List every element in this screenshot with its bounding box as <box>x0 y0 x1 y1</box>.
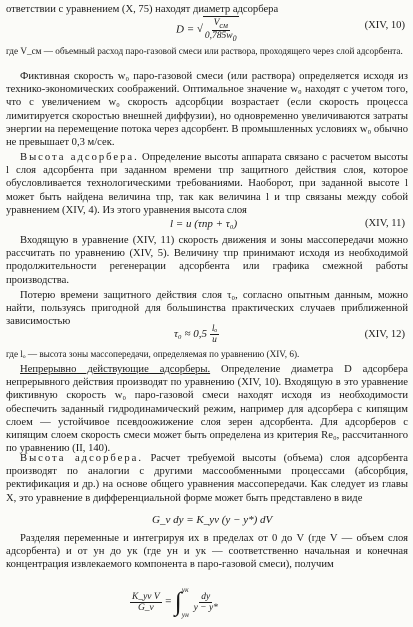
paragraph-time-loss: Потерю времени защитного действия слоя τ₀, согласно опытным данным, можно найти, пользуясь пригодной для большинства практических случаев приближенной зависимостью <box>6 290 408 328</box>
paragraph-height-continuous: Высота адсорбера. Расчет требуемой высоты (объема) слоя адсорбента производят по аналогии с другими массообменными процессами (абсорбция, ректификация и др.) на основе общего уравнения массопередачи. Как следует из главы X, это уравнение в дифференциальной форме может быть представлено в виде <box>6 453 408 504</box>
head-line: ответствии с уравнением (X, 75) находят диаметр адсорбера <box>6 4 279 15</box>
equation-xiv-11: l = u (τпр + τ₀) <box>170 218 238 230</box>
integral-sign: ∫ <box>174 587 182 616</box>
heading-height: Высота адсорбера. <box>20 152 139 163</box>
equation-xiv-10 <box>176 16 239 43</box>
heading-continuous: Непрерывно действующие адсорберы. <box>20 364 211 375</box>
note-vsm: где V_см — объемный расход паро-газовой смеси или раствора, проходящего через слой адсорбента. <box>6 46 403 56</box>
eq10-sqrt: √ $\frac{V_{см}}{0,785w_0}$ <box>196 18 237 43</box>
equation-integral: $\frac{\text{K\_yv V}}{G\_v}$ = ∫ yк yн $\frac{dy}{y - y*}$ <box>132 585 218 619</box>
paragraph-integration: Разделяя переменные и интегрируя их в пределах от 0 до V (где V — объем слоя адсорбента) и от yн до yк (где yн и yк — соответственно начальная и конечная концентрация извлекаемого компонента в паро-газовой смеси), получим <box>6 533 408 571</box>
paragraph-adsorber-height: Высота адсорбера. Определение высоты аппарата связано с расчетом высоты l слоя адсорбента при заданном времени τпр защитного действия слоя, которое обусловливается технологическими требованиями. Наоборот, при заданной высоте l может быть найдена величина τпр, так как величина l и τпр связаны между собой уравнением (XIV, 4). Из этого уравнения высота слоя <box>6 152 409 216</box>
equation-mass-transfer: G_v dy = K_yv (y − y*) dV <box>152 514 273 526</box>
equation-xiv-12: τ₀ ≈ 0,5 $\frac{\text{lₒ}}{u}$ <box>174 324 218 345</box>
eq12-number: (XIV, 12) <box>364 329 405 340</box>
paragraph-continuous-adsorbers: Непрерывно действующие адсорберы. Определение диаметра D адсорбера непрерывного действия производят по уравнению (XIV, 10). Входящую в это уравнение фиктивную скорость w₀ паро-газовой смеси находят исходя из необходимости обеспечить заданный гидродинамический режим, например для адсорбера с кипящим слоем — устойчивое псевдоожижение слоя зерен адсорбента. Для адсорберов с кипящим слоем скорость смеси может быть определена из критерия Re₀, рассчитанного по уравнению (II, 140). <box>6 364 408 455</box>
eq11-number: (XIV, 11) <box>364 218 405 229</box>
note-lo: где lₒ — высота зоны массопередачи, определяемая по уравнению (XIV, 6). <box>6 349 300 359</box>
heading-height-2: Высота адсорбера. <box>20 453 143 464</box>
paragraph-fictive-velocity: Фиктивная скорость w₀ паро-газовой смеси (или раствора) определяется исходя из технико-экономических соображений. Оптимальное значение w₀ находят с учетом того, что с увеличением w₀ скорость адсорбции возрастает (если скорость процесса лимитируется скоростью внешней диффузии), но одновременно увеличиваются затраты энергии на перемещение потока через адсорбент. В промышленных условиях w₀ обычно не превышает 0,3 м/сек. <box>6 71 408 149</box>
paragraph-zone-velocity: Входящую в уравнение (XIV, 11) скорость движения и зоны массопередачи можно рассчитать по уравнению (XIV, 5). Величину τпр принимают исходя из необходимой продолжительности регенерации адсорбента или графика смежной работы производства. <box>6 235 408 286</box>
eq10-lhs: D = <box>176 23 195 36</box>
eq10-number: (XIV, 10) <box>364 20 405 31</box>
